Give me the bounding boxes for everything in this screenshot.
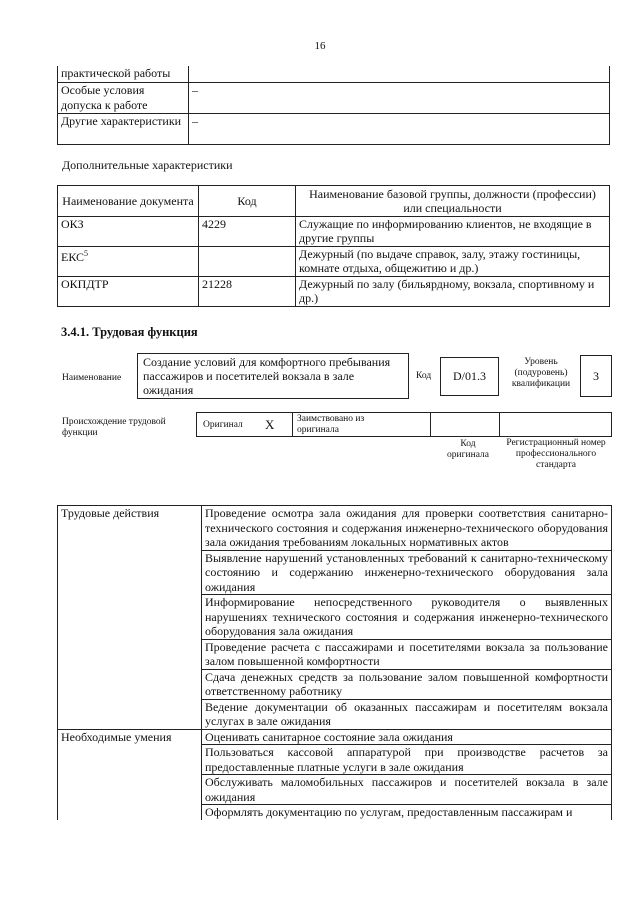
function-name-text: Создание условий для комфортного пребывания пассажиров и посетителей вокзала в зале ожидания <box>143 355 391 397</box>
labor-action-item: Сдача денежных средств за пользование залом повышенной комфортности ответственному работнику <box>202 669 612 699</box>
skill-item: Оформлять документацию по услугам, предоставленным пассажирам и <box>202 805 612 820</box>
original-code-caption: Код оригинала <box>447 439 489 460</box>
table-cell-label: практической работы <box>58 66 189 82</box>
column-header-document: Наименование документа <box>58 186 199 217</box>
table-cell-value: – <box>189 82 610 113</box>
borrowed-label: Заимствовано из оригинала <box>297 414 365 435</box>
labor-action-item: Выявление нарушений установленных требований к санитарно-техническому состоянию и содержанию инженерно-технического оборудования зала ожидания <box>202 550 612 595</box>
labor-actions-label: Трудовые действия <box>58 506 202 730</box>
skill-item: Пользоваться кассовой аппаратурой при производстве расчетов за предоставленные платные услуги в зале ожидания <box>202 745 612 775</box>
table-row <box>58 113 610 144</box>
level-box <box>580 355 612 397</box>
divider <box>292 413 293 436</box>
table-cell-value: – <box>189 113 610 144</box>
group-name-cell: Дежурный (по выдаче справок, залу, этажу гостиницы, комнате отдыха, общежитию и др.) <box>296 247 610 277</box>
column-header-code: Код <box>199 186 296 217</box>
divider <box>430 413 431 436</box>
function-name-label: Наименование <box>62 373 122 383</box>
document-name: ОКЗ <box>61 217 84 231</box>
qualification-level-label: Уровень (подуровень) квалификации <box>511 357 571 389</box>
code-cell: 21228 <box>199 277 296 307</box>
labor-action-item: Проведение расчета с пассажирами и посетителями вокзала за пользование залом повышенной комфортности <box>202 639 612 669</box>
document-name: ОКПДТР <box>61 277 109 291</box>
table-cell-label: Другие характеристики <box>58 113 189 144</box>
function-code: D/01.3 <box>453 369 486 383</box>
code-label: Код <box>416 371 432 381</box>
labor-action-item: Проведение осмотра зала ожидания для проверки соответствия санитарно-технического состояния и содержания инженерно-технического оборудования зала ожидания требованиям локальных нормативных актов <box>202 506 612 551</box>
work-conditions-table <box>57 66 610 145</box>
required-skills-label: Необходимые умения <box>58 729 202 820</box>
footnote-marker: 5 <box>84 249 89 258</box>
origin-box <box>196 412 612 437</box>
origin-label: Происхождение трудовой функции <box>62 417 166 438</box>
document-cell <box>58 247 199 277</box>
original-mark: X <box>265 417 275 432</box>
table-row <box>58 729 612 745</box>
group-name-cell: Служащие по информированию клиентов, не входящие в другие группы <box>296 217 610 247</box>
labor-action-item: Ведение документации об оказанных пассажирам и посетителям вокзала услугах в зале ожидания <box>202 699 612 729</box>
registration-number-caption: Регистрационный номер профессионального стандарта <box>506 438 606 470</box>
document-cell <box>58 217 199 247</box>
table-cell-label: Особые условия допуска к работе <box>58 82 189 113</box>
additional-characteristics-title: Дополнительные характеристики <box>62 158 233 172</box>
additional-characteristics-table <box>57 185 610 307</box>
table-header-row <box>58 186 610 217</box>
skill-item: Оценивать санитарное состояние зала ожидания <box>202 729 612 745</box>
page-number: 16 <box>314 40 326 52</box>
document-name: ЕКС <box>61 250 85 264</box>
code-box <box>440 357 499 396</box>
group-name-cell: Дежурный по залу (бильярдному, вокзала, спортивному и др.) <box>296 277 610 307</box>
table-row <box>58 277 610 307</box>
table-row <box>58 217 610 247</box>
document-cell <box>58 277 199 307</box>
code-cell: 4229 <box>199 217 296 247</box>
qualification-level: 3 <box>593 369 599 383</box>
column-header-group-name: Наименование базовой группы, должности (профессии) или специальности <box>296 186 610 217</box>
code-cell <box>199 247 296 277</box>
function-name-box <box>137 353 409 399</box>
section-title: 3.4.1. Трудовая функция <box>61 325 198 339</box>
table-cell-value <box>189 66 610 82</box>
table-row <box>58 247 610 277</box>
table-row <box>58 66 610 82</box>
labor-action-item: Информирование непосредственного руководителя о выявленных нарушениях технического состояния и содержания инженерно-технического оборудования зала ожидания <box>202 595 612 640</box>
divider <box>499 413 500 436</box>
table-row <box>58 82 610 113</box>
labor-actions-table <box>57 505 612 820</box>
original-label: Оригинал <box>203 420 243 430</box>
skill-item: Обслуживать маломобильных пассажиров и посетителей вокзала в зале ожидания <box>202 775 612 805</box>
table-row <box>58 506 612 551</box>
